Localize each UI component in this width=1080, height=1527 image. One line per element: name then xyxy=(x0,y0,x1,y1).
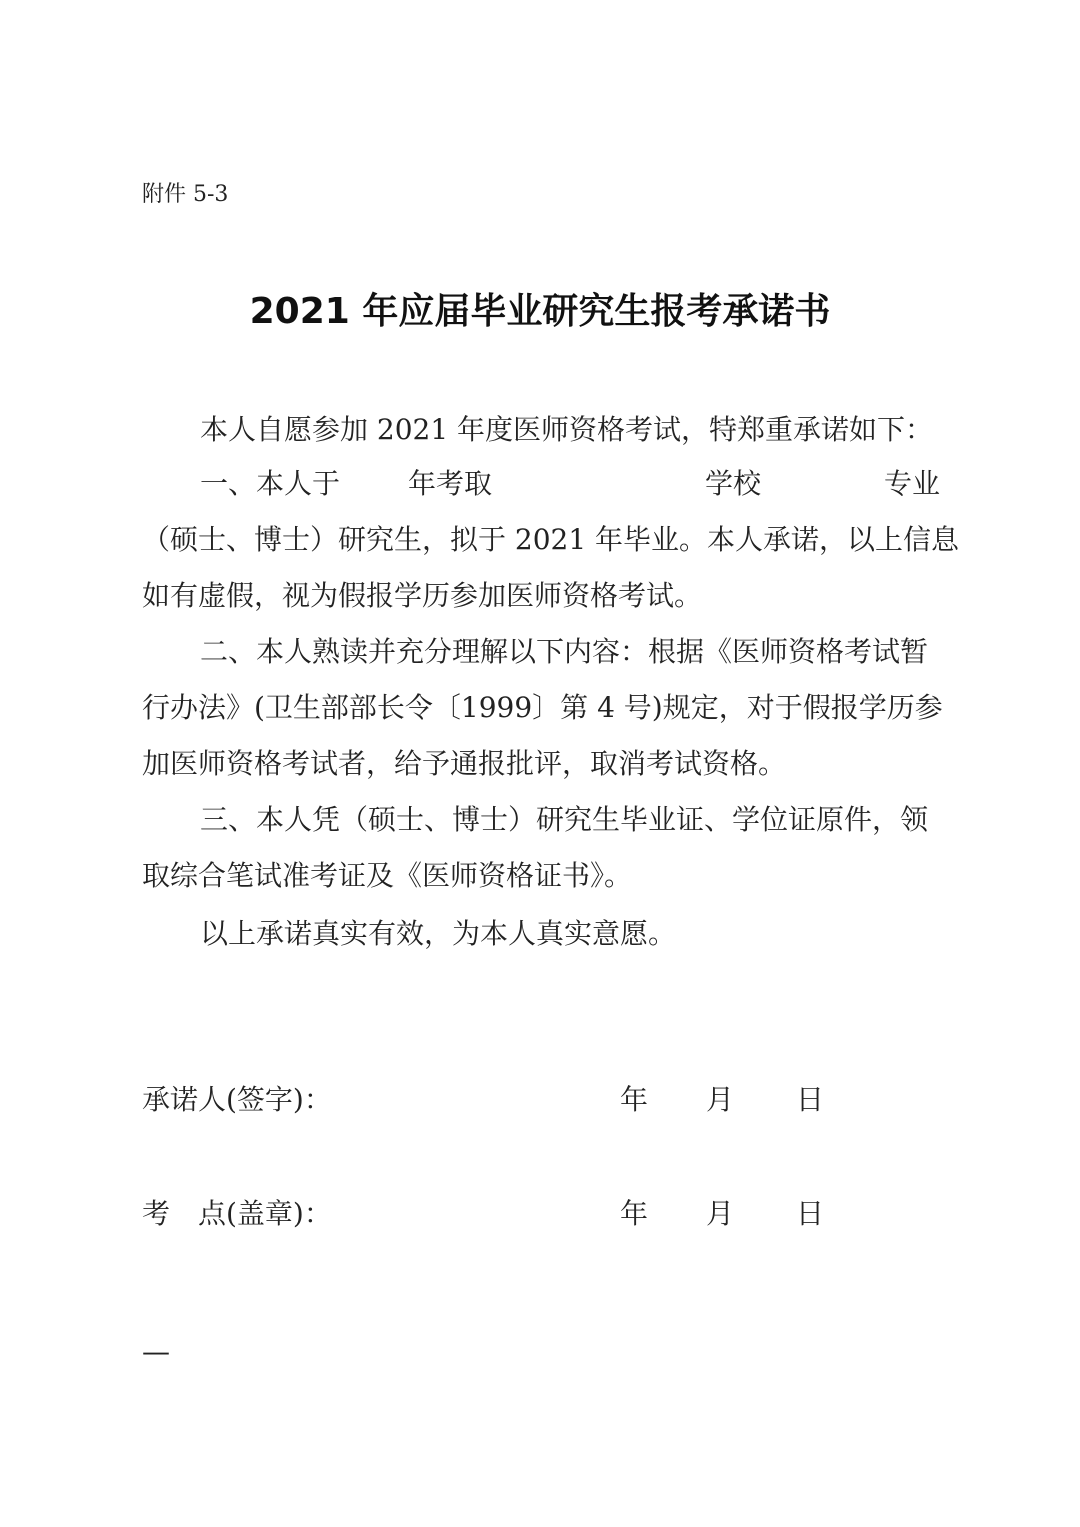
item1-prefix: 一、本人于 xyxy=(200,467,341,500)
document-title: 2021 年应届毕业研究生报考承诺书 xyxy=(249,291,831,332)
page-mark: — xyxy=(142,1335,170,1368)
item2-line1: 二、本人熟读并充分理解以下内容：根据《医师资格考试暂 xyxy=(200,635,929,668)
exam-site-label: 考 点(盖章)： xyxy=(142,1197,332,1230)
exam-site-year: 年 xyxy=(620,1197,649,1230)
intro-paragraph: 本人自愿参加 2021 年度医师资格考试，特郑重承诺如下： xyxy=(200,413,934,446)
item1-line2: （硕士、博士）研究生，拟于 2021 年毕业。本人承诺，以上信息 xyxy=(142,523,960,556)
signer-label: 承诺人(签字)： xyxy=(142,1083,332,1116)
signer-day: 日 xyxy=(796,1083,825,1116)
item1-line3: 如有虚假，视为假报学历参加医师资格考试。 xyxy=(142,579,703,612)
item2-line2: 行办法》(卫生部部长令〔1999〕第 4 号)规定，对于假报学历参 xyxy=(142,691,943,724)
attachment-label: 附件 5-3 xyxy=(142,182,229,207)
signer-month: 月 xyxy=(706,1083,735,1116)
item1-school: 学校 xyxy=(705,467,762,500)
item2-line3: 加医师资格考试者，给予通报批评，取消考试资格。 xyxy=(142,747,787,780)
exam-site-month: 月 xyxy=(706,1197,735,1230)
item3-line2: 取综合笔试准考证及《医师资格证书》。 xyxy=(142,859,633,892)
exam-site-day: 日 xyxy=(796,1197,825,1230)
item1-year-admitted: 年考取 xyxy=(408,467,493,500)
closing-statement: 以上承诺真实有效，为本人真实意愿。 xyxy=(200,917,677,950)
item1-major: 专业 xyxy=(884,467,941,500)
signer-year: 年 xyxy=(620,1083,649,1116)
item3-line1: 三、本人凭（硕士、博士）研究生毕业证、学位证原件，领 xyxy=(200,803,929,836)
